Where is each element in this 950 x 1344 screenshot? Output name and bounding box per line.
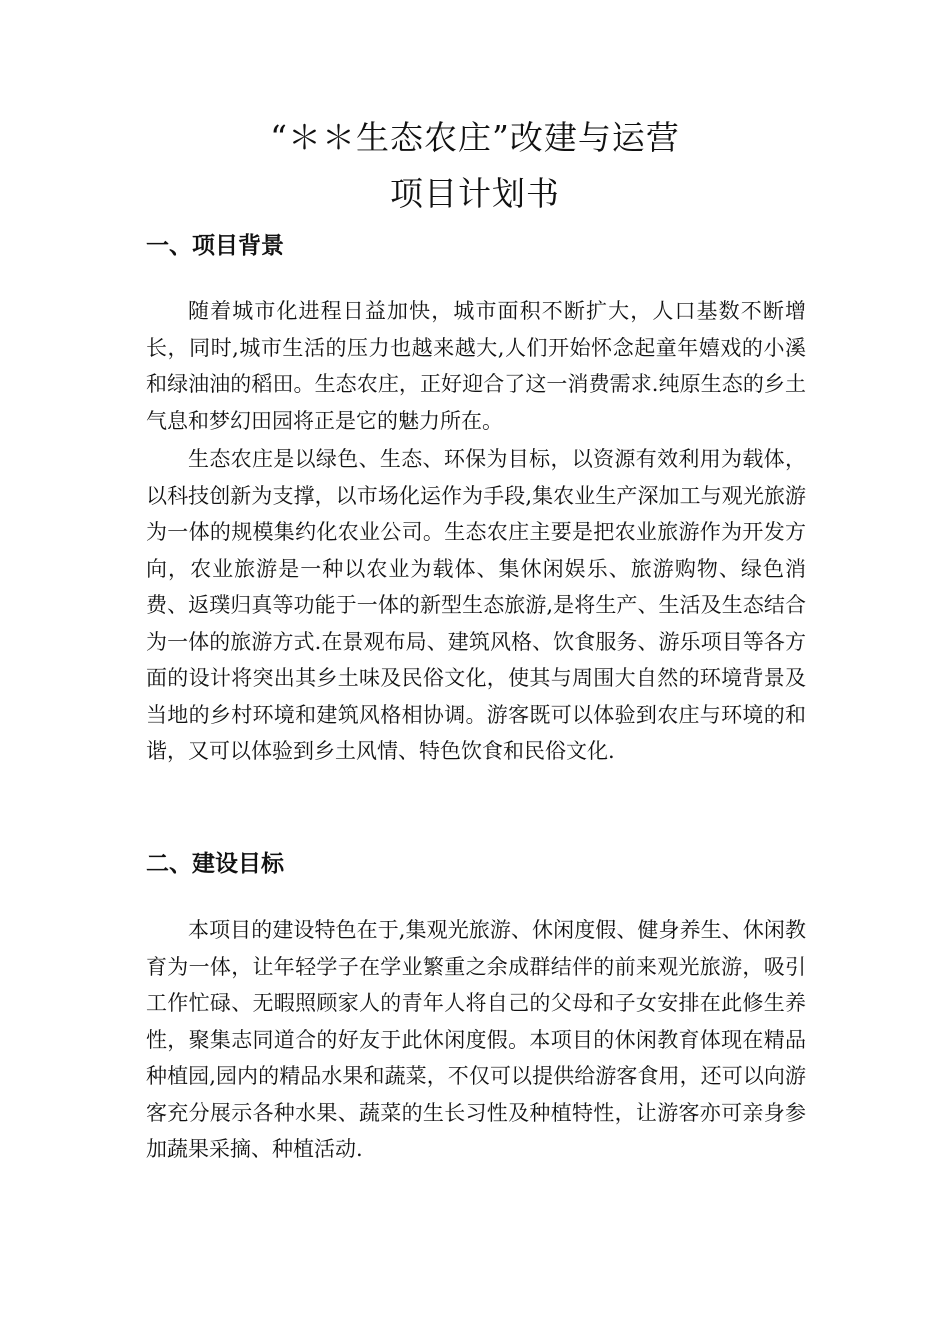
document-title-line-2: 项目计划书 (390, 174, 560, 213)
section-heading-goals: 二、建设目标 (146, 851, 284, 877)
paragraph-goals-1: 本项目的建设特色在于,集观光旅游、休闲度假、健身养生、休闲教育为一体，让年轻学子在学业繁重之余成群结伴的前来观光旅游，吸引工作忙碌、无暇照顾家人的青年人将自己的父母和子女安排在此修生养性，聚集志同道合的好友于此休闲度假。本项目的休闲教育体现在精品种植园,园内的精品水果和蔬菜，不仅可以提供给游客食用，还可以向游客充分展示各种水果、蔬菜的生长习性及种植特性，让游客亦可亲身参加蔬果采摘、种植活动. (146, 918, 806, 1161)
section-heading-background: 一、项目背景 (146, 233, 284, 259)
paragraph-background-2: 生态农庄是以绿色、生态、环保为目标，以资源有效利用为载体，以科技创新为支撑，以市场化运作为手段,集农业生产深加工与观光旅游为一体的规模集约化农业公司。生态农庄主要是把农业旅游作为开发方向，农业旅游是一种以农业为载体、集休闲娱乐、旅游购物、绿色消费、返璞归真等功能于一体的新型生态旅游,是将生产、生活及生态结合为一体的旅游方式.在景观布局、建筑风格、饮食服务、游乐项目等各方面的设计将突出其乡土味及民俗文化，使其与周围大自然的环境背景及当地的乡村环境和建筑风格相协调。游客既可以体验到农庄与环境的和谐，又可以体验到乡土风情、特色饮食和民俗文化. (146, 447, 806, 763)
document-title-line-1: “＊＊生态农庄”改建与运营 (270, 118, 680, 157)
paragraph-background-1: 随着城市化进程日益加快，城市面积不断扩大，人口基数不断增长，同时,城市生活的压力也越来越大,人们开始怀念起童年嬉戏的小溪和绿油油的稻田。生态农庄，正好迎合了这一消费需求.纯原生态的乡土气息和梦幻田园将正是它的魅力所在。 (146, 299, 806, 433)
